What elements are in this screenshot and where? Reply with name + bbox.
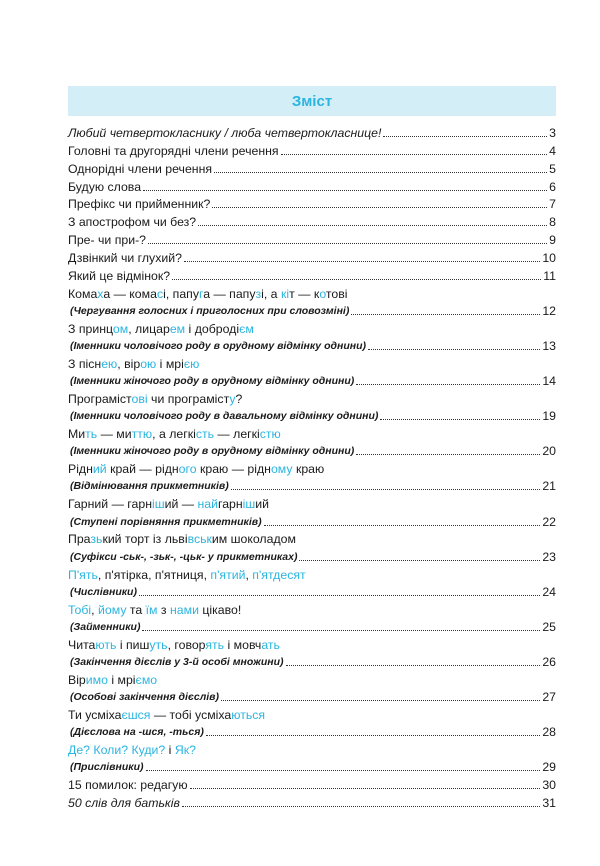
text-fragment: цікаво!	[198, 602, 242, 617]
dot-leader	[139, 594, 540, 596]
highlighted-fragment: уть	[149, 637, 168, 652]
text-fragment: і мрі	[156, 357, 184, 372]
page-number: 27	[542, 689, 556, 704]
text-fragment: (Особові закінчення дієслів)	[70, 690, 219, 703]
toc-entry-title	[70, 375, 354, 388]
dot-leader	[214, 171, 547, 173]
text-fragment: ?	[235, 392, 243, 407]
toc-entry-title	[70, 516, 262, 529]
toc-entry-row	[68, 247, 556, 265]
text-fragment: Який це відмінок?	[68, 269, 171, 284]
toc-entry-row	[68, 176, 556, 194]
toc-entry-title	[68, 709, 265, 722]
text-fragment: а — папу	[203, 286, 256, 301]
toc-entry-title	[70, 621, 140, 634]
text-fragment: (Іменники чоловічого роду в давальному відмінку однини)	[70, 410, 379, 423]
page-number: 3	[549, 125, 556, 140]
highlighted-fragment: стю	[259, 427, 281, 442]
toc-entry-title	[70, 726, 204, 739]
dot-leader	[356, 383, 540, 385]
page-number: 21	[542, 479, 556, 494]
toc-entry-title	[70, 340, 366, 353]
toc-entry-row	[68, 318, 556, 336]
text-fragment: і, папу	[163, 286, 199, 301]
toc-entry-title	[68, 358, 199, 371]
text-fragment: Рідн	[68, 462, 93, 477]
highlighted-fragment: єм	[239, 321, 254, 336]
page-number: 23	[542, 549, 556, 564]
text-fragment: Однорідні члени речення	[68, 161, 213, 176]
highlighted-fragment: у	[229, 392, 236, 407]
text-fragment: Любий четвертокласнику / люба четвертокласнице!	[68, 125, 382, 140]
toc-subtitle-row	[68, 511, 556, 528]
text-fragment: а — кома	[103, 286, 157, 301]
text-fragment: і, а	[261, 286, 281, 301]
highlighted-fragment: Як?	[174, 742, 196, 757]
toc-entry-title	[68, 145, 279, 158]
text-fragment: (Дієслова на -шся, -ться)	[70, 726, 204, 739]
text-fragment: край — рідн	[106, 462, 179, 477]
page-number: 29	[542, 760, 556, 775]
toc-entry-title	[70, 691, 219, 704]
text-fragment: та	[126, 602, 146, 617]
text-fragment: — легкі	[214, 427, 260, 442]
text-fragment: 50 слів для батьків	[68, 795, 180, 810]
text-fragment: краю — рідн	[196, 462, 271, 477]
toc-entry-row	[68, 423, 556, 441]
toc-subtitle-row	[68, 617, 556, 634]
toc-entry-row	[68, 458, 556, 476]
text-fragment: (Числівники)	[70, 585, 137, 598]
toc-entry-title	[68, 127, 381, 140]
toc-entry-title	[68, 744, 196, 757]
page-number: 31	[542, 795, 556, 810]
text-fragment: Дзвінкий чи глухий?	[68, 251, 182, 266]
highlighted-fragment: о	[319, 286, 326, 301]
toc-subtitle-row	[68, 687, 556, 704]
text-fragment: ,	[245, 567, 253, 582]
highlighted-fragment: х	[97, 286, 104, 301]
page-number: 6	[549, 179, 556, 194]
highlighted-fragment: Де? Коли? Куди?	[68, 742, 166, 757]
text-fragment: і добродi	[185, 321, 240, 336]
text-fragment: Пра	[68, 532, 91, 547]
toc-entry-row	[68, 634, 556, 652]
text-fragment: Головні та другорядні члени речення	[68, 143, 279, 158]
dot-leader	[198, 224, 547, 226]
toc-header	[68, 86, 556, 116]
toc-entry-title	[68, 639, 280, 652]
toc-entry-title	[68, 428, 281, 441]
highlighted-fragment: п'ятий	[210, 567, 246, 582]
text-fragment: (Займенники)	[70, 620, 141, 633]
toc-subtitle-row	[68, 441, 556, 458]
page-number: 7	[549, 197, 556, 212]
dot-leader	[148, 242, 547, 244]
dot-leader	[142, 629, 540, 631]
dot-leader	[182, 805, 540, 807]
page-number: 11	[543, 269, 556, 284]
text-fragment: чи програміст	[147, 392, 230, 407]
text-fragment: (Іменники жіночого роду в орудному відмінку однини)	[70, 375, 355, 388]
text-fragment: (Іменники чоловічого роду в орудному відмінку однини)	[70, 340, 366, 353]
toc-subtitle-row	[68, 371, 556, 388]
toc-entry-row	[68, 704, 556, 722]
page-number: 9	[549, 233, 556, 248]
highlighted-fragment: ємо	[135, 672, 158, 687]
page-number: 10	[542, 251, 556, 266]
highlighted-fragment: іш	[242, 497, 256, 512]
highlighted-fragment: п'ятдесят	[252, 567, 306, 582]
text-fragment: тові	[325, 286, 348, 301]
highlighted-fragment: ом	[112, 321, 129, 336]
toc-entry-title	[68, 163, 212, 176]
text-fragment: Будую слова	[68, 179, 142, 194]
text-fragment: і мовч	[224, 637, 262, 652]
text-fragment: і мрі	[107, 672, 136, 687]
dot-leader	[190, 787, 541, 789]
highlighted-fragment: ть	[85, 427, 98, 442]
text-fragment: краю	[292, 462, 325, 477]
toc-entry-row	[68, 792, 556, 810]
text-fragment: Ми	[68, 427, 86, 442]
highlighted-fragment: г	[198, 286, 204, 301]
toc-entry-row	[68, 599, 556, 617]
toc-entry-row	[68, 283, 556, 301]
text-fragment: ий —	[164, 497, 198, 512]
text-fragment: , п'ятірка, п'ятниця,	[97, 567, 211, 582]
page-number: 30	[542, 778, 556, 792]
page-number: 28	[542, 725, 556, 740]
dot-leader	[286, 664, 541, 666]
dot-leader	[184, 260, 540, 262]
toc-entry-title	[68, 674, 157, 687]
toc-entry-title	[68, 270, 170, 283]
toc-entry-title	[68, 234, 146, 247]
dot-leader	[172, 278, 541, 280]
toc-entry-row	[68, 493, 556, 511]
toc-subtitle-row	[68, 476, 556, 493]
highlighted-fragment: ем	[169, 321, 186, 336]
text-fragment: Гарний — гарн	[68, 497, 152, 512]
highlighted-fragment: сть	[195, 427, 215, 442]
highlighted-fragment: іш	[152, 497, 165, 512]
highlighted-fragment: ють	[95, 637, 117, 652]
toc-entry-title	[70, 305, 349, 318]
toc-subtitle-row	[68, 546, 556, 563]
toc-entry-title	[68, 198, 210, 211]
toc-entry-title	[68, 323, 254, 336]
text-fragment: З пісн	[68, 357, 102, 372]
text-fragment: гарн	[217, 497, 243, 512]
highlighted-fragment: к	[280, 286, 287, 301]
text-fragment: (Іменники жіночого роду в орудному відмінку однини)	[70, 445, 355, 458]
dot-leader	[368, 348, 540, 350]
toc-entry-title	[68, 569, 306, 582]
text-fragment: — ми	[97, 427, 132, 442]
highlighted-fragment: єшся	[121, 707, 151, 722]
text-fragment: кий торт із льві	[102, 532, 188, 547]
page-number: 22	[542, 514, 556, 529]
highlighted-fragment: ові	[131, 392, 148, 407]
highlighted-fragment: ею	[101, 357, 118, 372]
page-number: 14	[542, 374, 556, 389]
toc-entry-row	[68, 265, 556, 283]
highlighted-fragment: єю	[183, 357, 200, 372]
toc-subtitle-row	[68, 406, 556, 423]
highlighted-fragment: имо	[85, 672, 108, 687]
dot-leader	[356, 453, 540, 455]
text-fragment: Програміст	[68, 392, 132, 407]
highlighted-fragment: най	[197, 497, 218, 512]
text-fragment: З принц	[68, 321, 113, 336]
text-fragment: (Суфікси -ськ-, -зьк-, -цьк- у прикметниках)	[70, 550, 298, 563]
text-fragment: (Закінчення дієслів у 3-й особі множини)	[70, 655, 284, 668]
toc-entry-title	[68, 498, 269, 511]
toc-entry-title	[70, 656, 284, 669]
highlighted-fragment: нами	[170, 602, 199, 617]
toc-entry-title	[68, 797, 180, 810]
toc-entry-title	[68, 216, 196, 229]
text-fragment: , а легкі	[152, 427, 196, 442]
toc-entry-title	[68, 463, 324, 476]
highlighted-fragment: с	[156, 286, 164, 301]
text-fragment: і пиш	[116, 637, 150, 652]
page-number: 12	[542, 304, 556, 319]
dot-leader	[212, 206, 547, 208]
highlighted-fragment: їм	[145, 602, 158, 617]
highlighted-fragment: ого	[178, 462, 197, 477]
dot-leader	[146, 769, 541, 771]
highlighted-fragment: ать	[261, 637, 280, 652]
text-fragment: — тобі усміха	[150, 707, 232, 722]
toc-entry-row	[68, 388, 556, 406]
text-fragment: Ти усміха	[68, 707, 122, 722]
highlighted-fragment: зь	[90, 532, 103, 547]
text-fragment: т — к	[289, 286, 320, 301]
toc-entry-row	[68, 739, 556, 757]
text-fragment: , лицар	[128, 321, 170, 336]
toc-subtitle-row	[68, 652, 556, 669]
page-number: 24	[542, 584, 556, 599]
toc-entry-row	[68, 353, 556, 371]
toc-subtitle-row	[68, 336, 556, 353]
toc-entry-title	[70, 480, 229, 493]
highlighted-fragment: вськ	[187, 532, 212, 547]
toc-entry-title	[68, 393, 242, 406]
text-fragment: Префікс чи прийменник?	[68, 197, 211, 212]
dot-leader	[206, 734, 540, 736]
highlighted-fragment: ттю	[131, 427, 153, 442]
text-fragment: Кома	[68, 286, 98, 301]
dot-leader	[143, 189, 547, 191]
highlighted-fragment: і	[286, 286, 290, 301]
toc-entry-row	[68, 194, 556, 212]
text-fragment: 15 помилок: редагую	[68, 778, 188, 792]
toc-entry-title	[68, 604, 241, 617]
text-fragment: (Відмінювання прикметників)	[70, 480, 229, 493]
page-number: 13	[542, 339, 556, 354]
text-fragment: Чита	[68, 637, 96, 652]
toc-entry-title	[68, 779, 188, 792]
toc-entry-row	[68, 211, 556, 229]
text-fragment: ий	[255, 497, 270, 512]
dot-leader	[221, 699, 540, 701]
page-number: 26	[542, 654, 556, 669]
highlighted-fragment: П'ять	[68, 567, 98, 582]
highlighted-fragment: ять	[205, 637, 225, 652]
page-number: 20	[542, 444, 556, 459]
dot-leader	[383, 135, 547, 137]
text-fragment: (Прислівники)	[70, 761, 144, 774]
toc-subtitle-row	[68, 301, 556, 318]
page-number: 5	[549, 161, 556, 176]
toc-subtitle-row	[68, 582, 556, 599]
toc-entry-title	[70, 445, 354, 458]
text-fragment: Вір	[68, 672, 86, 687]
page-number: 4	[549, 143, 556, 158]
text-fragment: і	[165, 742, 175, 757]
page-number: 25	[542, 619, 556, 634]
text-fragment: , вір	[117, 357, 141, 372]
toc-entry-row	[68, 669, 556, 687]
toc-entry-title	[68, 252, 182, 265]
toc-subtitle-row	[68, 722, 556, 739]
text-fragment: (Чергування голосних і приголосних при словозміні)	[70, 305, 350, 318]
toc-entry-row	[68, 140, 556, 158]
highlighted-fragment: ому	[270, 462, 293, 477]
toc-entry-title	[68, 288, 348, 301]
toc-entry-row	[68, 774, 556, 792]
text-fragment: з	[157, 602, 170, 617]
text-fragment: , говор	[167, 637, 206, 652]
toc-entry-title	[70, 551, 297, 564]
text-fragment: (Ступені порівняння прикметників)	[70, 515, 262, 528]
toc-entry-title	[70, 761, 144, 774]
toc-list	[68, 122, 556, 810]
highlighted-fragment: ий	[92, 462, 107, 477]
toc-entry-title	[70, 586, 137, 599]
page-number: 8	[549, 215, 556, 230]
text-fragment: Пре- чи при-?	[68, 233, 147, 248]
text-fragment: З апострофом чи без?	[68, 215, 197, 230]
toc-entry-title	[70, 410, 378, 423]
page-number: 19	[542, 409, 556, 424]
toc-entry-title	[68, 533, 296, 546]
toc-entry-title	[68, 181, 141, 194]
toc-subtitle-row	[68, 757, 556, 774]
highlighted-fragment: йому	[98, 602, 127, 617]
highlighted-fragment: з	[255, 286, 262, 301]
dot-leader	[380, 418, 540, 420]
highlighted-fragment: Тобі	[68, 602, 92, 617]
dot-leader	[281, 153, 548, 155]
dot-leader	[299, 559, 540, 561]
highlighted-fragment: ою	[140, 357, 157, 372]
dot-leader	[231, 488, 541, 490]
toc-title: Зміст	[291, 92, 333, 110]
toc-entry-row	[68, 229, 556, 247]
toc-entry-row	[68, 529, 556, 547]
dot-leader	[351, 313, 540, 315]
toc-entry-row	[68, 122, 556, 140]
text-fragment: ,	[91, 602, 99, 617]
text-fragment: им шоколадом	[211, 532, 296, 547]
toc-entry-row	[68, 158, 556, 176]
dot-leader	[264, 524, 541, 526]
highlighted-fragment: ються	[231, 707, 266, 722]
toc-entry-row	[68, 564, 556, 582]
